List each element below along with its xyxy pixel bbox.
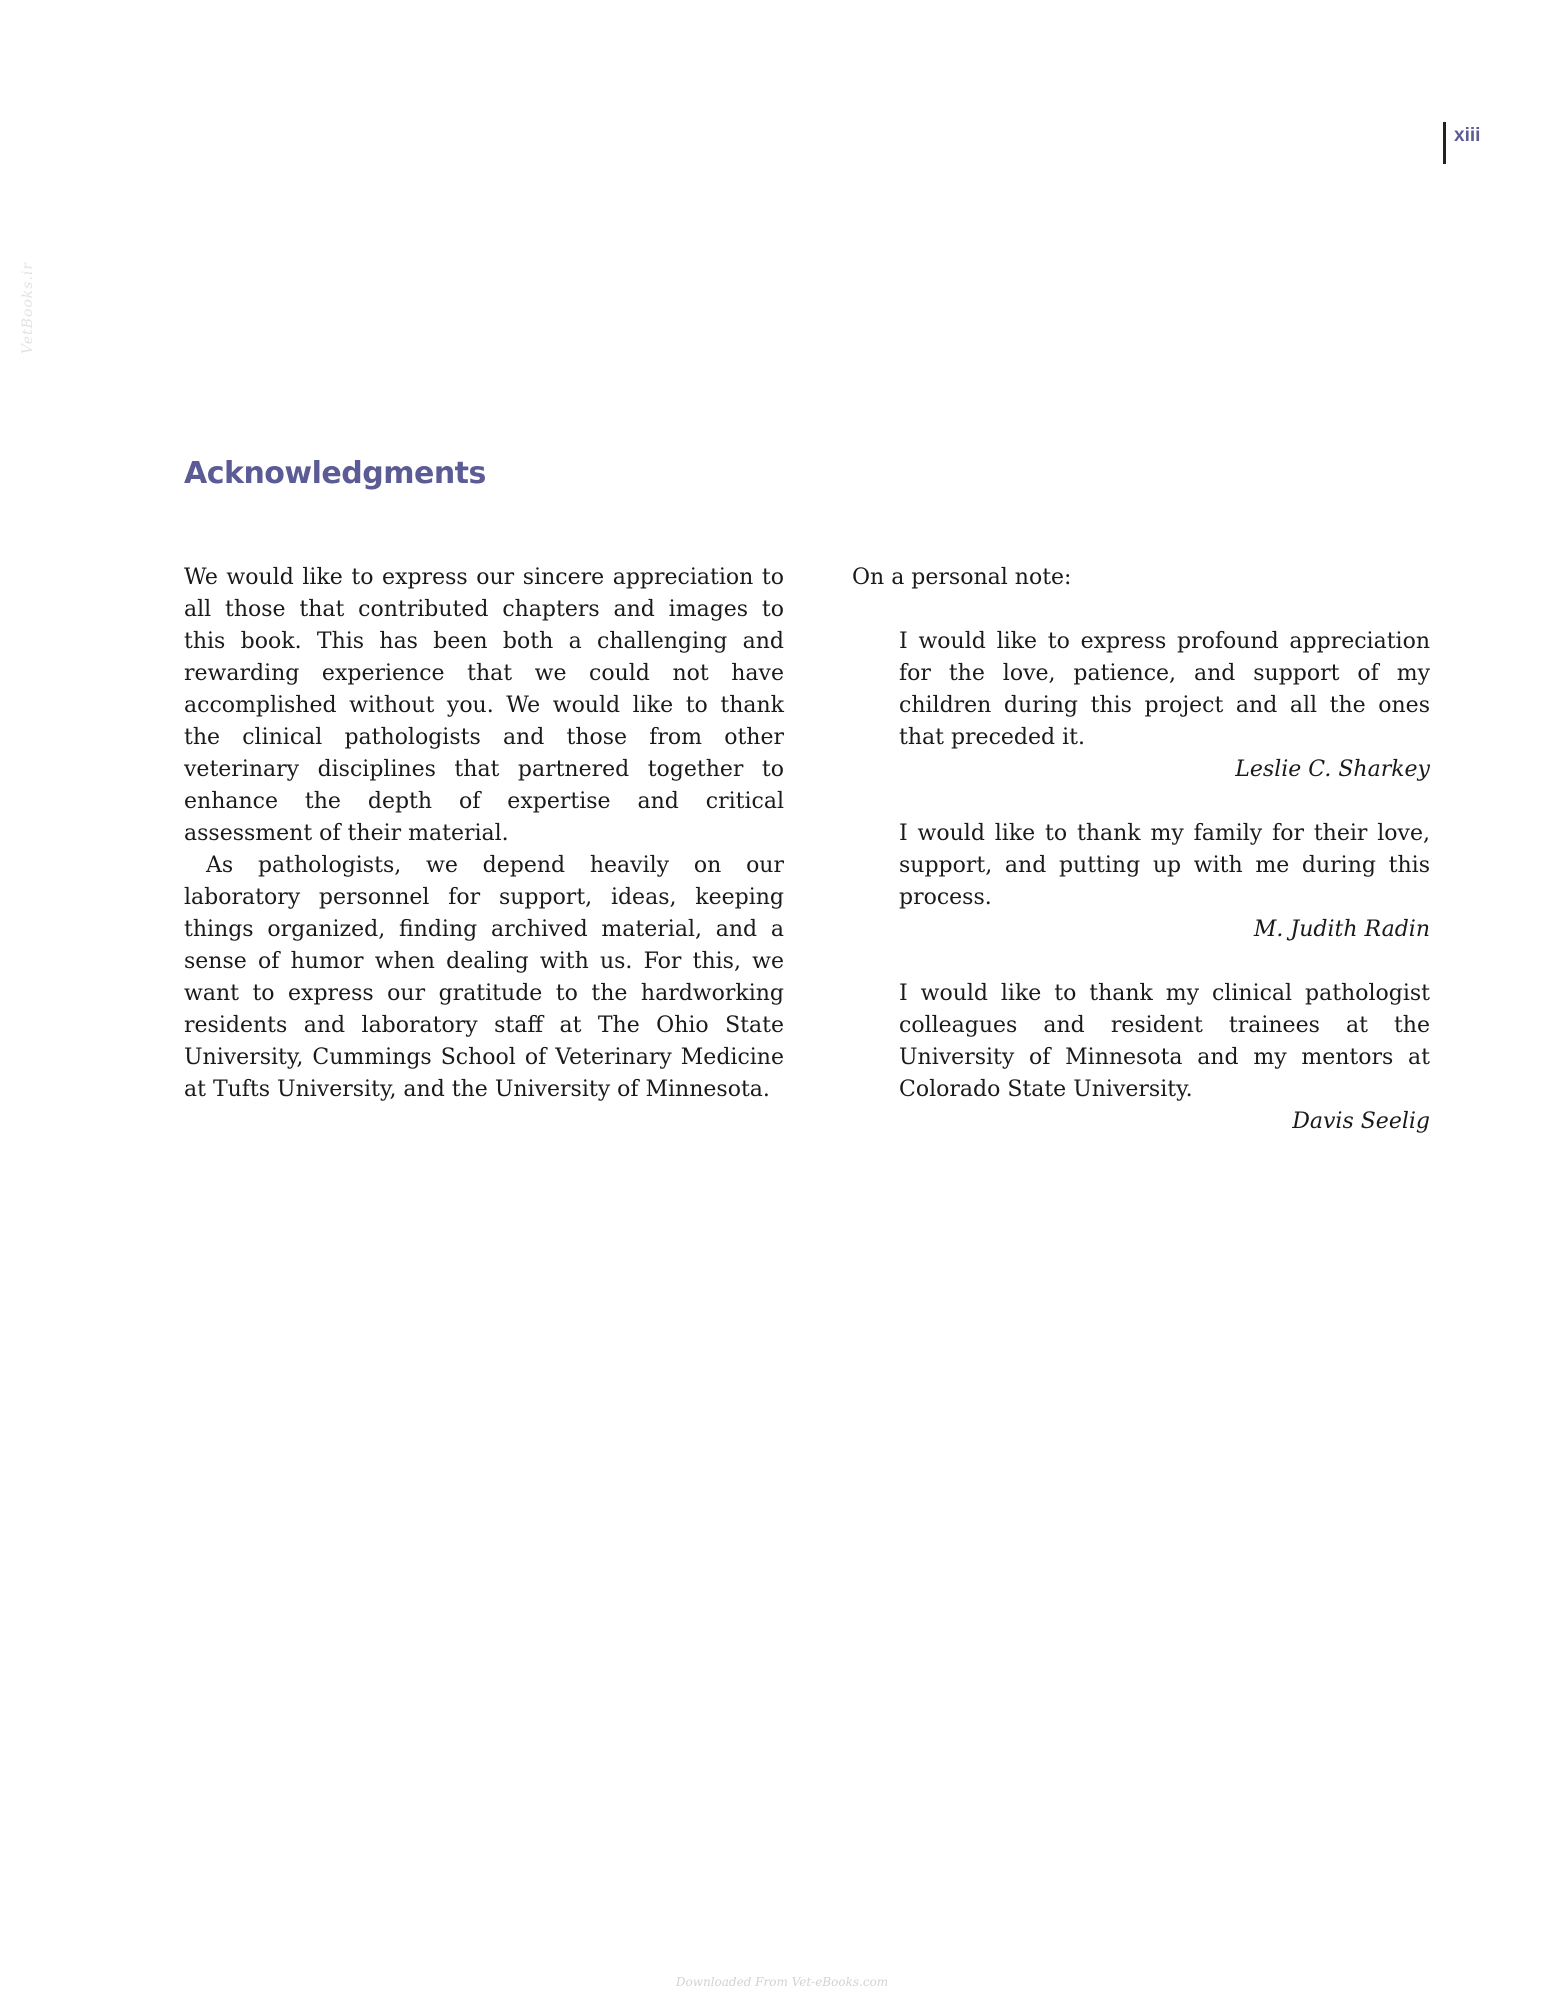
paragraph: As pathologists, we depend heavily on our laboratory personnel for support, ideas, keeping things organized, finding archived material, and a sense of humor when dealing with us. For this, we want to express our gratitude to the hardworking residents and laboratory staff at The Ohio State University, Cummings School of Veterinary Medicine at Tufts University, and the University of Minnesota. xyxy=(184,853,784,1102)
personal-note-text: I would like to thank my family for their love, support, and putting up with me during this process. xyxy=(899,821,1430,910)
left-column xyxy=(184,562,784,1106)
page-number: xiii xyxy=(1443,122,1480,164)
signature: M. Judith Radin xyxy=(1253,917,1430,942)
personal-note xyxy=(899,818,1430,946)
signature: Davis Seelig xyxy=(1292,1109,1430,1134)
paragraph: We would like to express our sincere appreciation to all those that contributed chapters and images to this book. This has been both a challenging and rewarding experience that we could not have accomplished without you. We would like to thank the clinical pathologists and those from other veterinary disciplines that partnered together to enhance the depth of expertise and critical assessment of their material. xyxy=(184,565,784,846)
personal-note-text: I would like to thank my clinical pathologist colleagues and resident trainees at the University of Minnesota and my mentors at Colorado State University. xyxy=(899,981,1430,1102)
footer-download-note: Downloaded From Vet-eBooks.com xyxy=(675,1975,889,1989)
personal-note xyxy=(899,978,1430,1138)
watermark-text: VetBooks.ir xyxy=(20,261,37,355)
right-column xyxy=(852,562,1430,1170)
signature: Leslie C. Sharkey xyxy=(1235,757,1430,782)
personal-note-intro: On a personal note: xyxy=(852,565,1072,590)
personal-note xyxy=(899,626,1430,786)
personal-note-text: I would like to express profound appreciation for the love, patience, and support of my children during this project and all the ones that preceded it. xyxy=(899,629,1430,750)
page-title: Acknowledgments xyxy=(184,456,486,491)
